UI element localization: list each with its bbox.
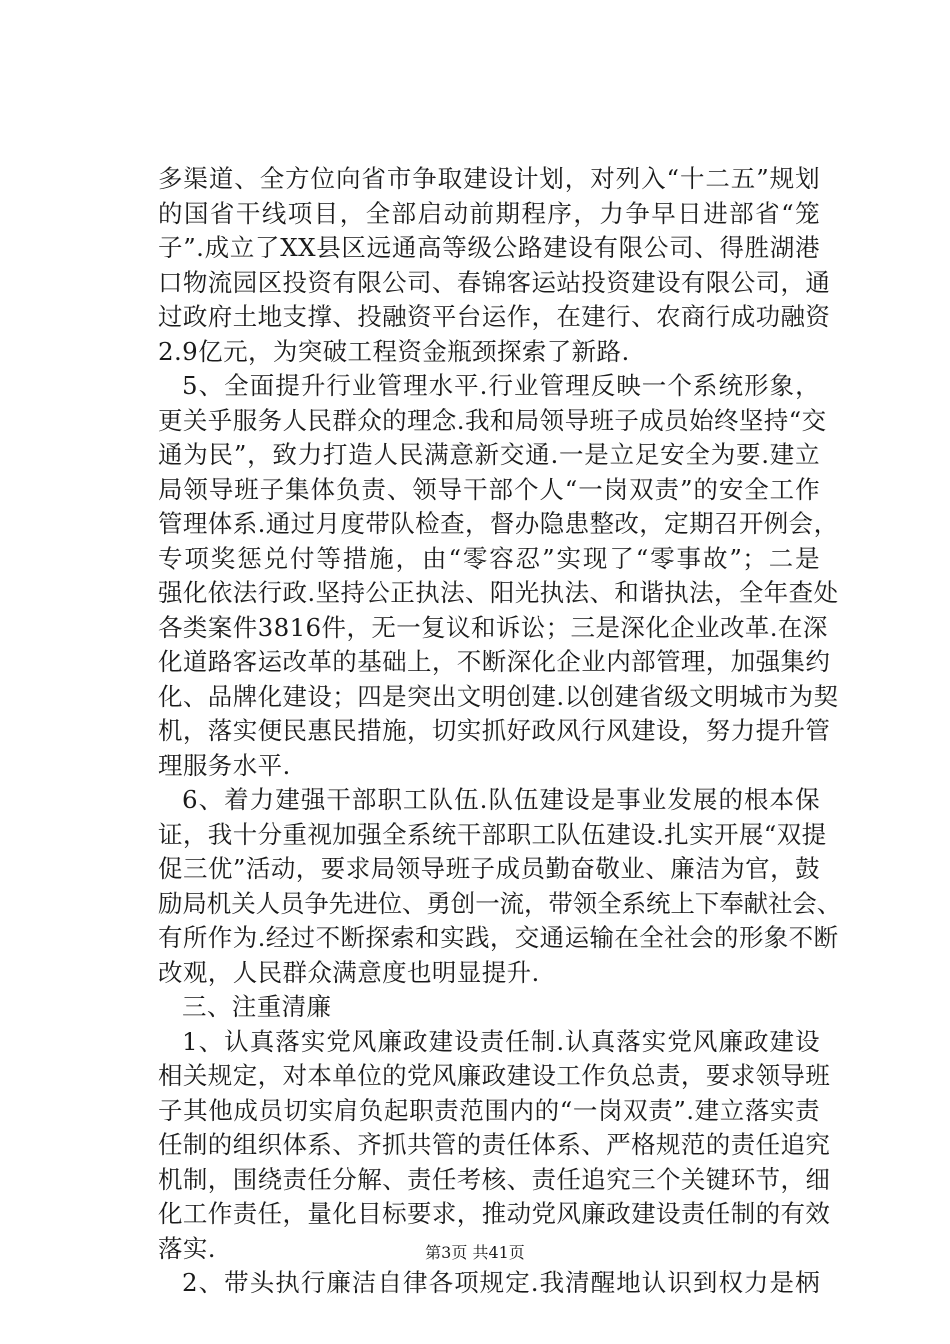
- text-line: 2、带头执行廉洁自律各项规定.我清醒地认识到权力是柄: [182, 1268, 820, 1297]
- text-line: 1、认真落实党风廉政建设责任制.认真落实党风廉政建设: [182, 1026, 820, 1056]
- text-line: 子”.成立了XX县区远通高等级公路建设有限公司、得胜湖港: [158, 233, 820, 262]
- text-line: 过政府土地支撑、投融资平台运作，在建行、农商行成功融资: [158, 302, 831, 331]
- text-line: 强化依法行政.坚持公正执法、阳光执法、和谐执法，全年查处: [158, 578, 839, 607]
- text-line: 各类案件3816件，无一复议和诉讼；三是深化企业改革.在深: [158, 612, 828, 642]
- text-line: 化工作责任，量化目标要求，推动党风廉政建设责任制的有效: [158, 1199, 831, 1228]
- text-line: 励局机关人员争先进位、勇创一流，带领全系统上下奉献社会、: [158, 888, 842, 918]
- text-line: 三、注重清廉: [182, 992, 332, 1021]
- text-line: 机制，围绕责任分解、责任考核、责任追究三个关键环节，细: [158, 1164, 831, 1194]
- page-footer: 第3页 共41页: [425, 1243, 525, 1262]
- text-line: 化、品牌化建设；四是突出文明创建.以创建省级文明城市为契: [158, 681, 839, 711]
- text-line: 促三优”活动，要求局领导班子成员勤奋敬业、廉洁为官，鼓: [158, 854, 820, 883]
- text-line: 通为民”，致力打造人民满意新交通.一是立足安全为要.建立: [158, 440, 820, 469]
- text-line: 相关规定，对本单位的党风廉政建设工作负总责，要求领导班: [158, 1061, 831, 1090]
- text-line: 机，落实便民惠民措施，切实抓好政风行风建设，努力提升管: [158, 716, 831, 745]
- text-line: 局领导班子集体负责、领导干部个人“一岗双责”的安全工作: [158, 474, 820, 504]
- text-line: 2.9亿元，为突破工程资金瓶颈探索了新路.: [158, 336, 630, 366]
- text-line: 理服务水平.: [158, 750, 291, 780]
- text-line: 更关乎服务人民群众的理念.我和局领导班子成员始终坚持“交: [158, 405, 827, 435]
- text-line: 落实.: [158, 1233, 216, 1263]
- text-line: 任制的组织体系、齐抓共管的责任体系、严格规范的责任追究: [158, 1130, 831, 1159]
- text-line: 改观，人民群众满意度也明显提升.: [158, 957, 540, 987]
- text-line: 多渠道、全方位向省市争取建设计划，对列入“十二五”规划: [158, 164, 820, 193]
- text-line: 管理体系.通过月度带队检查，督办隐患整改，定期召开例会，: [158, 509, 839, 538]
- text-line: 5、全面提升行业管理水平.行业管理反映一个系统形象，: [182, 371, 820, 400]
- text-line: 证，我十分重视加强全系统干部职工队伍建设.扎实开展“双提: [158, 819, 827, 849]
- text-line: 有所作为.经过不断探索和实践，交通运输在全社会的形象不断: [158, 923, 839, 952]
- text-line: 专项奖惩兑付等措施，由“零容忍”实现了“零事故”；二是: [158, 543, 820, 573]
- text-line: 化道路客运改革的基础上，不断深化企业内部管理，加强集约: [158, 647, 831, 676]
- document-body: [158, 162, 842, 1301]
- text-line: 6、着力建强干部职工队伍.队伍建设是事业发展的根本保: [182, 785, 820, 814]
- text-line: 口物流园区投资有限公司、春锦客运站投资建设有限公司，通: [158, 267, 831, 297]
- text-line: 子其他成员切实肩负起职责范围内的“一岗双责”.建立落实责: [158, 1095, 820, 1125]
- text-line: 的国省干线项目，全部启动前期程序，力争早日进部省“笼: [158, 198, 820, 228]
